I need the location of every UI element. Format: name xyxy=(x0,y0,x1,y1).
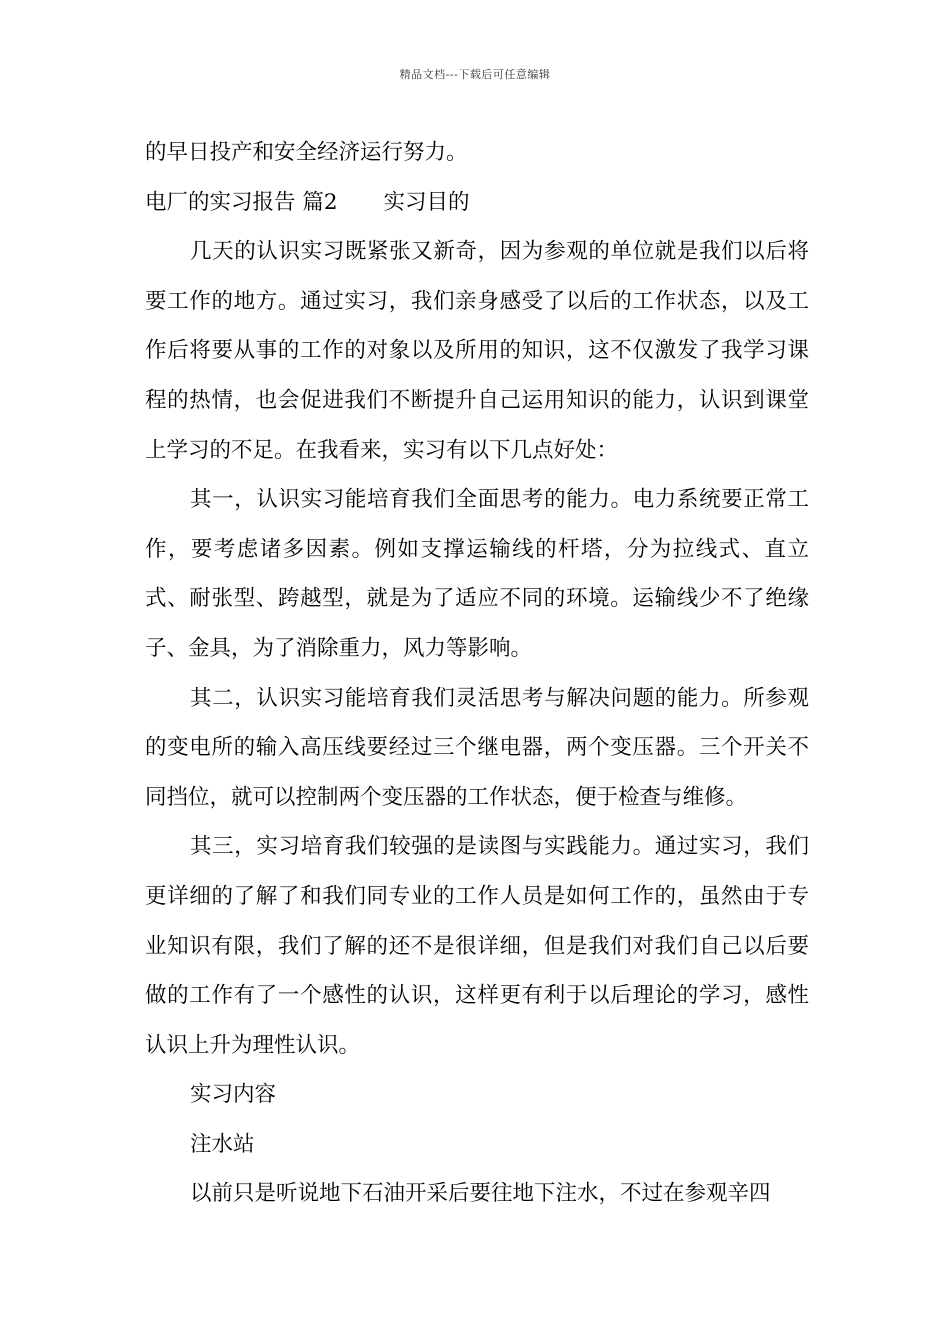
section-title: 实习内容 xyxy=(190,1082,277,1108)
paragraph-intro: 几天的认识实习既紧张又新奇，因为参观的单位就是我们以后将要工作的地方。通过实习，我们亲身感受了以后的工作状态，以及工作后将要从事的工作的对象以及所用的知识，这不仅激发了我学习课程的热情，也会促进我们不断提升自己运用知识的能力，认识到课堂上学习的不足。在我看来，实习有以下几点好处： xyxy=(145,239,809,463)
paragraph-last: 以前只是听说地下石油开采后要往地下注水，不过在参观辛四 xyxy=(190,1181,771,1207)
document-body xyxy=(145,128,809,1219)
paragraph-point-1: 其一，认识实习能培育我们全面思考的能力。电力系统要正常工作，要考虑诸多因素。例如支撑运输线的杆塔，分为拉线式、直立式、耐张型、跨越型，就是为了适应不同的环境。运输线少不了绝缘子、金具，为了消除重力，风力等影响。 xyxy=(145,487,809,661)
subsection-title: 注水站 xyxy=(190,1131,255,1157)
continuation-paragraph: 的早日投产和安全经济运行努力。 xyxy=(145,140,468,165)
report-heading xyxy=(145,178,809,228)
report-heading-section: 实习目的 xyxy=(383,189,470,215)
paragraph-point-2: 其二，认识实习能培育我们灵活思考与解决问题的能力。所参观的变电所的输入高压线要经过三个继电器，两个变压器。三个开关不同挡位，就可以控制两个变压器的工作状态，便于检查与维修。 xyxy=(145,685,809,810)
report-heading-title: 电厂的实习报告 xyxy=(145,189,296,215)
report-heading-number: 篇2 xyxy=(302,189,338,215)
page-header: 精品文档---下载后可任意编辑 xyxy=(399,68,551,81)
paragraph-point-3: 其三，实习培育我们较强的是读图与实践能力。通过实习，我们更详细的了解了和我们同专业的工作人员是如何工作的，虽然由于专业知识有限，我们了解的还不是很详细，但是我们对我们自己以后要做的工作有了一个感性的认识，这样更有利于以后理论的学习，感性认识上升为理性认识。 xyxy=(145,834,809,1058)
